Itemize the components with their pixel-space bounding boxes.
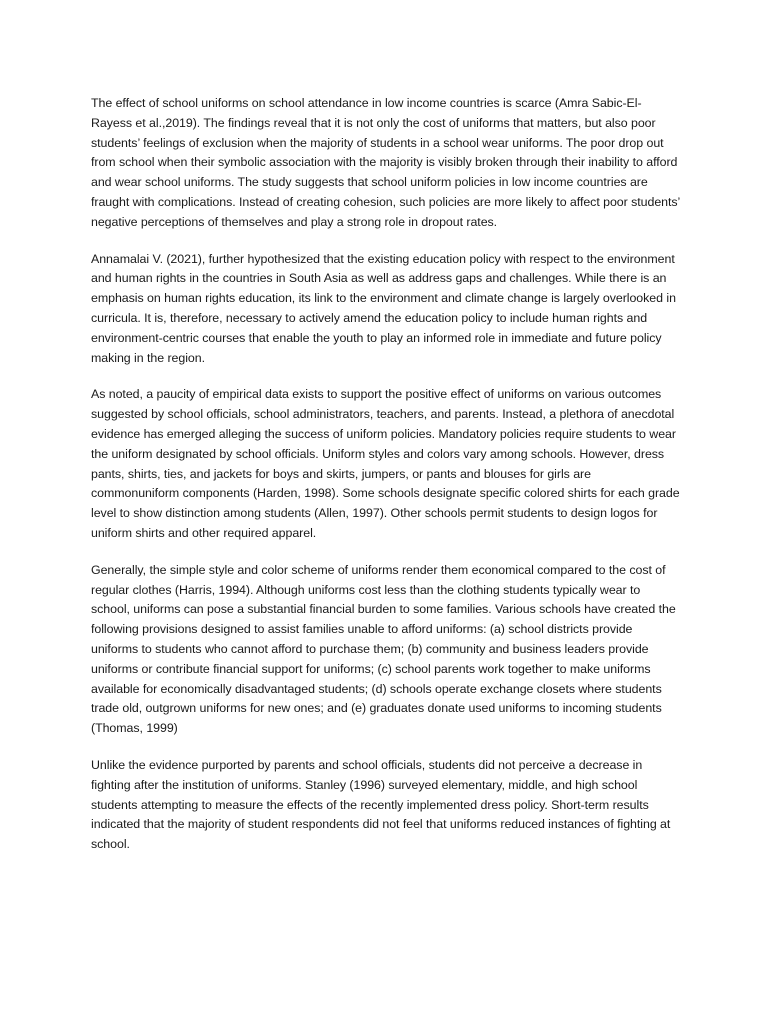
paragraph-fighting: Unlike the evidence purported by parents and school officials, students did not perceive a decrease in fighting after the institution of uniforms. Stanley (1996) surveyed elementary, middle, and high school students attempting to measure the effects of the recently implemented dress policy. Short-term results indicated that the majority of student respondents did not feel that uniforms reduced instances of fighting at school.	[91, 757, 671, 852]
paragraph-education-policy: Annamalai V. (2021), further hypothesized that the existing education policy with respect to the environment and human rights in the countries in South Asia as well as address gaps and challenges. While there is an emphasis on human rights education, its link to the environment and climate change is largely overlooked in curricula. It is, therefore, necessary to actively amend the education policy to include human rights and environment-centric courses that enable the youth to play an informed role in immediate and future policy making in the region.	[91, 251, 676, 365]
paragraph-empirical-data: As noted, a paucity of empirical data exists to support the positive effect of uniforms on various outcomes suggested by school officials, school administrators, teachers, and parents. Instead, a plethora of anecdotal evidence has emerged alleging the success of uniform policies. Mandatory policies require students to wear the uniform designated by school officials. Uniform styles and colors vary among schools. However, dress pants, shirts, ties, and jackets for boys and skirts, jumpers, or pants and blouses for girls are commonuniform components (Harden, 1998). Some schools designate specific colored shirts for each grade level to show distinction among students (Allen, 1997). Other schools permit students to design logos for uniform shirts and other required apparel.	[91, 387, 680, 540]
paragraph-uniform-cost: Generally, the simple style and color scheme of uniforms render them economical compared to the cost of regular clothes (Harris, 1994). Although uniforms cost less than the clothing students typically wear to school, uniforms can pose a substantial financial burden to some families. Various schools have created the following provisions designed to assist families unable to afford uniforms: (a) school districts provide uniforms to students who cannot afford to purchase them; (b) community and business leaders provide uniforms or contribute financial support for uniforms; (c) school parents work together to make uniforms available for economically disadvantaged students; (d) schools operate exchange closets where students trade old, outgrown uniforms for new ones; and (e) graduates donate used uniforms to incoming students (Thomas, 1999)	[91, 562, 676, 736]
paragraph-uniforms-attendance: The effect of school uniforms on school attendance in low income countries is scarce (Amra Sabic-El-Rayess et al.,2019). The findings reveal that it is not only the cost of uniforms that matters, but also poor students’ feelings of exclusion when the majority of students in a school wear uniforms. The poor drop out from school when their symbolic association with the majority is visibly broken through their inability to afford and wear school uniforms. The study suggests that school uniform policies in low income countries are fraught with complications. Instead of creating cohesion, such policies are more likely to affect poor students’ negative perceptions of themselves and play a strong role in dropout rates.	[91, 96, 680, 229]
document-body	[91, 94, 681, 872]
